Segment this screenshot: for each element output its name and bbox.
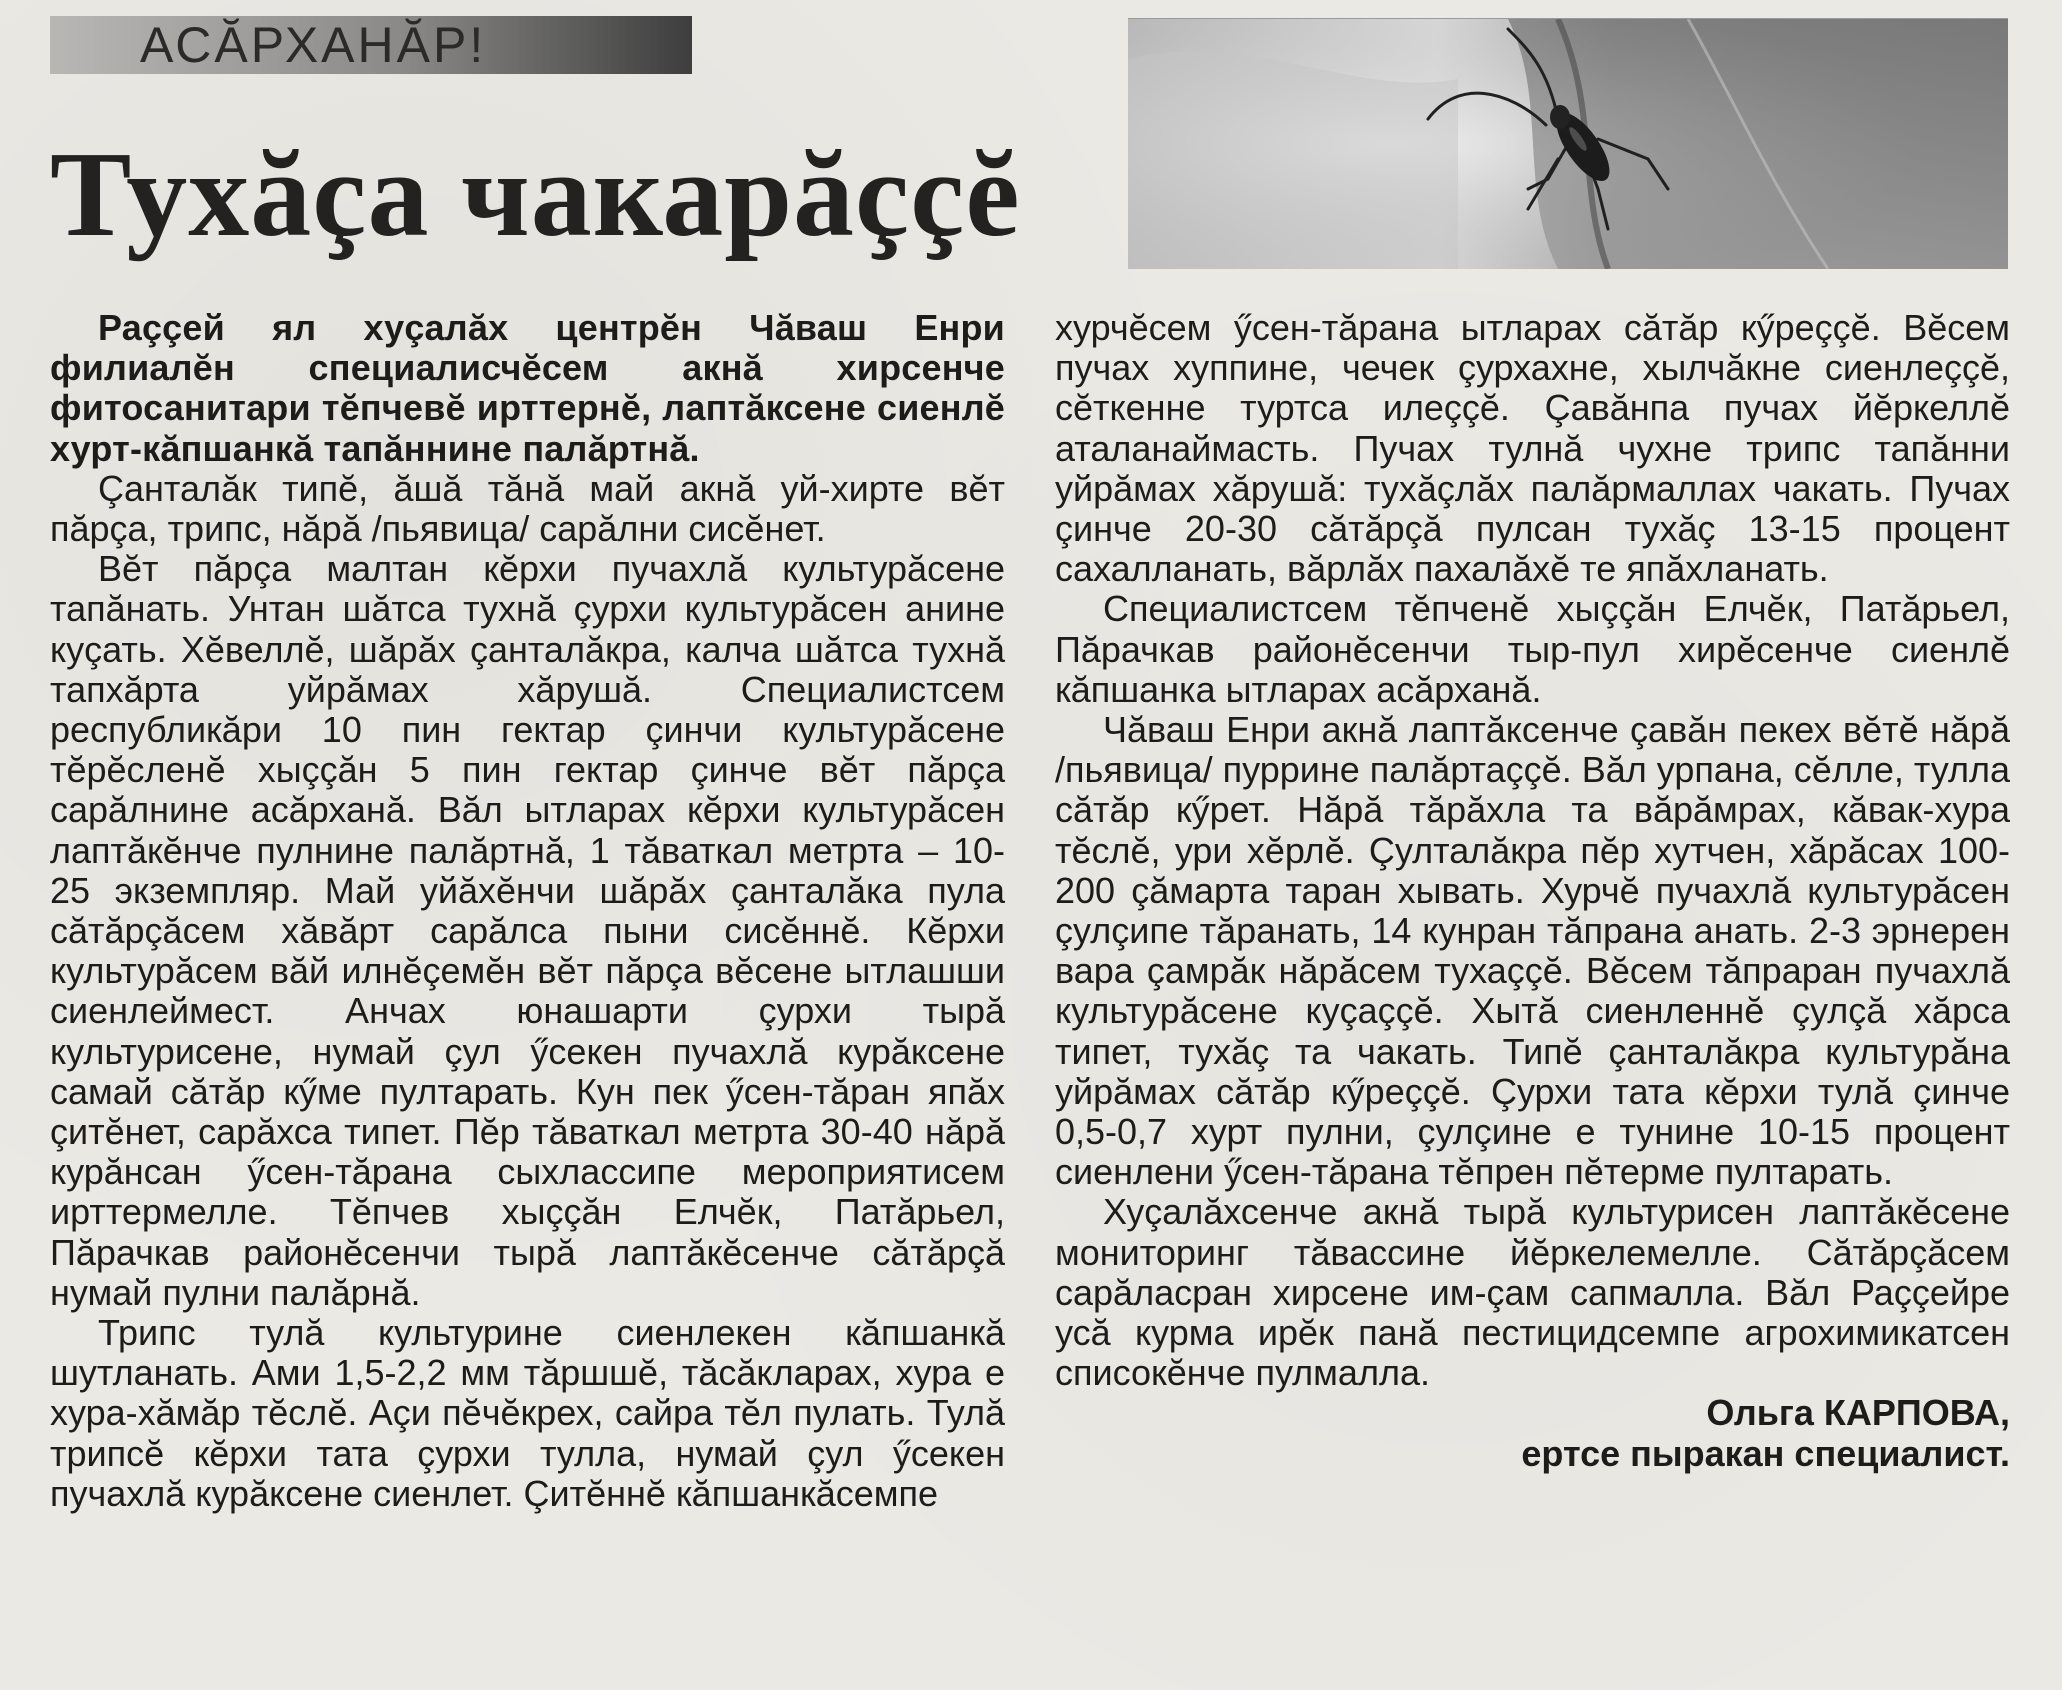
author-signature xyxy=(1055,1393,2010,1473)
body-paragraph: Специалистсем тĕпченĕ хыççăн Елчĕк, Патăрьел, Пăрачкав районĕсенчи тыр-пул хирĕсенче сиенлĕ кăпшанка ытларах асăрханă. xyxy=(1055,588,2010,710)
rubric-banner xyxy=(50,16,692,74)
author-name: Ольга КАРПОВА, xyxy=(1706,1392,2010,1434)
body-paragraph: Çанталăк типĕ, ăшă тăнă май акнă уй-хирте вĕт пăрçа, трипс, нăрă /пьявица/ сарăлни сисĕнет. xyxy=(50,467,1005,550)
body-paragraph: Чăваш Енри акнă лаптăксенче çавăн пекех вĕтĕ нăрă /пьявица/ пуррине палăртаççĕ. Вăл урпана, сĕлле, тулла сăтăр кӳрет. Нăрă тăрăхла та вăрăмрах, кăвак-хура тĕслĕ, ури хĕрлĕ. Çулталăкра пĕр хутчен, хăрăсах 100-200 çăмарта таран хывать. Хурчĕ пучахлă культурăсен çулçипе тăранать, 14 кунран тăпрана анать. 2-3 эрнерен вара çамрăк нăрăсем тухаççĕ. Вĕсем тăпраран пучахлă культурăсене куçаççĕ. Хытă сиенленнĕ çулçă хăрса типет, тухăç та чакать. Типĕ çанталăкра культурăна уйрăмах сăтăр кӳреççĕ. Çурхи тата кĕрхи тулă çинче 0,5-0,7 хурт пулни, çулçине е тунине 10-15 процент сиенлени ӳсен-тăрана тĕпрен пĕтерме пултарать. xyxy=(1055,709,2010,1193)
body-paragraph: хурчĕсем ӳсен-тăрана ытларах сăтăр кӳреççĕ. Вĕсем пучах хуппине, чечек çурхахне, хылчăкне сиенлеççĕ, сĕткенне туртса илеççĕ. Çавăнпа пучах йĕркеллĕ аталанаймасть. Пучах тулнă чухне трипс тапăнни уйрăмах хăрушă: тухăçлăх палăрмаллах чакать. Пучах çинче 20-30 сăтăрçă пулсан тухăç 13-15 процент сахалланать, вăрлăх пахалăхĕ те япăхланать. xyxy=(1055,307,2010,590)
body-paragraph: Трипс тулă культурине сиенлекен кăпшанкă шутланать. Ами 1,5-2,2 мм тăршшĕ, тăсăкларах, хура е хура-хăмăр тĕслĕ. Аçи пĕчĕкрех, сайра тĕл пулать. Тулă трипсĕ кĕрхи тата çурхи тулла, нумай çул ӳсекен пучахлă курăксене сиенлет. Çитĕннĕ кăпшанкăсемпе xyxy=(50,1312,1005,1514)
beetle-photo xyxy=(1128,18,2008,269)
left-column xyxy=(50,308,1005,1514)
right-column xyxy=(1055,308,2010,1474)
body-paragraph: Хуçалăхсенче акнă тырă культурисен лаптăкĕсене мониторинг тăвассине йĕркелемелле. Сăтăрçăсем сарăласран хирсене им-çам сапмалла. Вăл Раççейре усă курма ирĕк панă пестицидсемпе агрохимикатсен списокĕнче пулмалла. xyxy=(1055,1191,2010,1394)
article-headline: Тухăçа чакарăççĕ xyxy=(50,127,1021,262)
body-paragraph: Вĕт пăрçа малтан кĕрхи пучахлă культурăсене тапăнать. Унтан шăтса тухнă çурхи культурăсен анине куçать. Хĕвеллĕ, шăрăх çанталăкра, калча шăтса тухнă тапхăрта уйрăмах хăрушă. Специалистсем республикăри 10 пин гектар çинчи культурăсене тĕрĕсленĕ хыççăн 5 пин гектар çинче вĕт пăрçа сарăлнине асăрханă. Вăл ытларах кĕрхи культурăсен лаптăкĕнче пулнине палăртнă, 1 тăваткал метрта – 10-25 экземпляр. Май уйăхĕнчи шăрăх çанталăка пула сăтăрçăсем хăвăрт сарăлса пыни сисĕннĕ. Кĕрхи культурăсем вăй илнĕçемĕн вĕт пăрçа вĕсене ытлашши сиенлеймест. Анчах юнашарти çурхи тырă культурисене, нумай çул ӳсекен пучахлă курăксене самай сăтăр кӳме пултарать. Кун пек ӳсен-тăран япăх çитĕнет, сарăхса типет. Пĕр тăваткал метрта 30-40 нăрă курăнсан ӳсен-тăрана сыхлассипе мероприятисем ирттермелле. Тĕпчев хыççăн Елчĕк, Патăрьел, Пăрачкав районĕсенчи тырă лаптăкĕсенче сăтăрçă нумай пулни палăрнă. xyxy=(50,548,1006,1313)
author-position: ертсе пыракан специалист. xyxy=(1521,1432,2010,1474)
beetle-photo-icon xyxy=(1128,19,2008,269)
lead-paragraph: Раççей ял хуçалăх центрĕн Чăваш Енри филиалĕн специалисчĕсем акнă хирсенче фитосанитари тĕпчевĕ ирттернĕ, лаптăксене сиенлĕ хурт-кăпшанкă тапăннине палăртнă. xyxy=(50,307,1005,469)
rubric-label: АСĂРХАНĂР! xyxy=(140,17,487,73)
